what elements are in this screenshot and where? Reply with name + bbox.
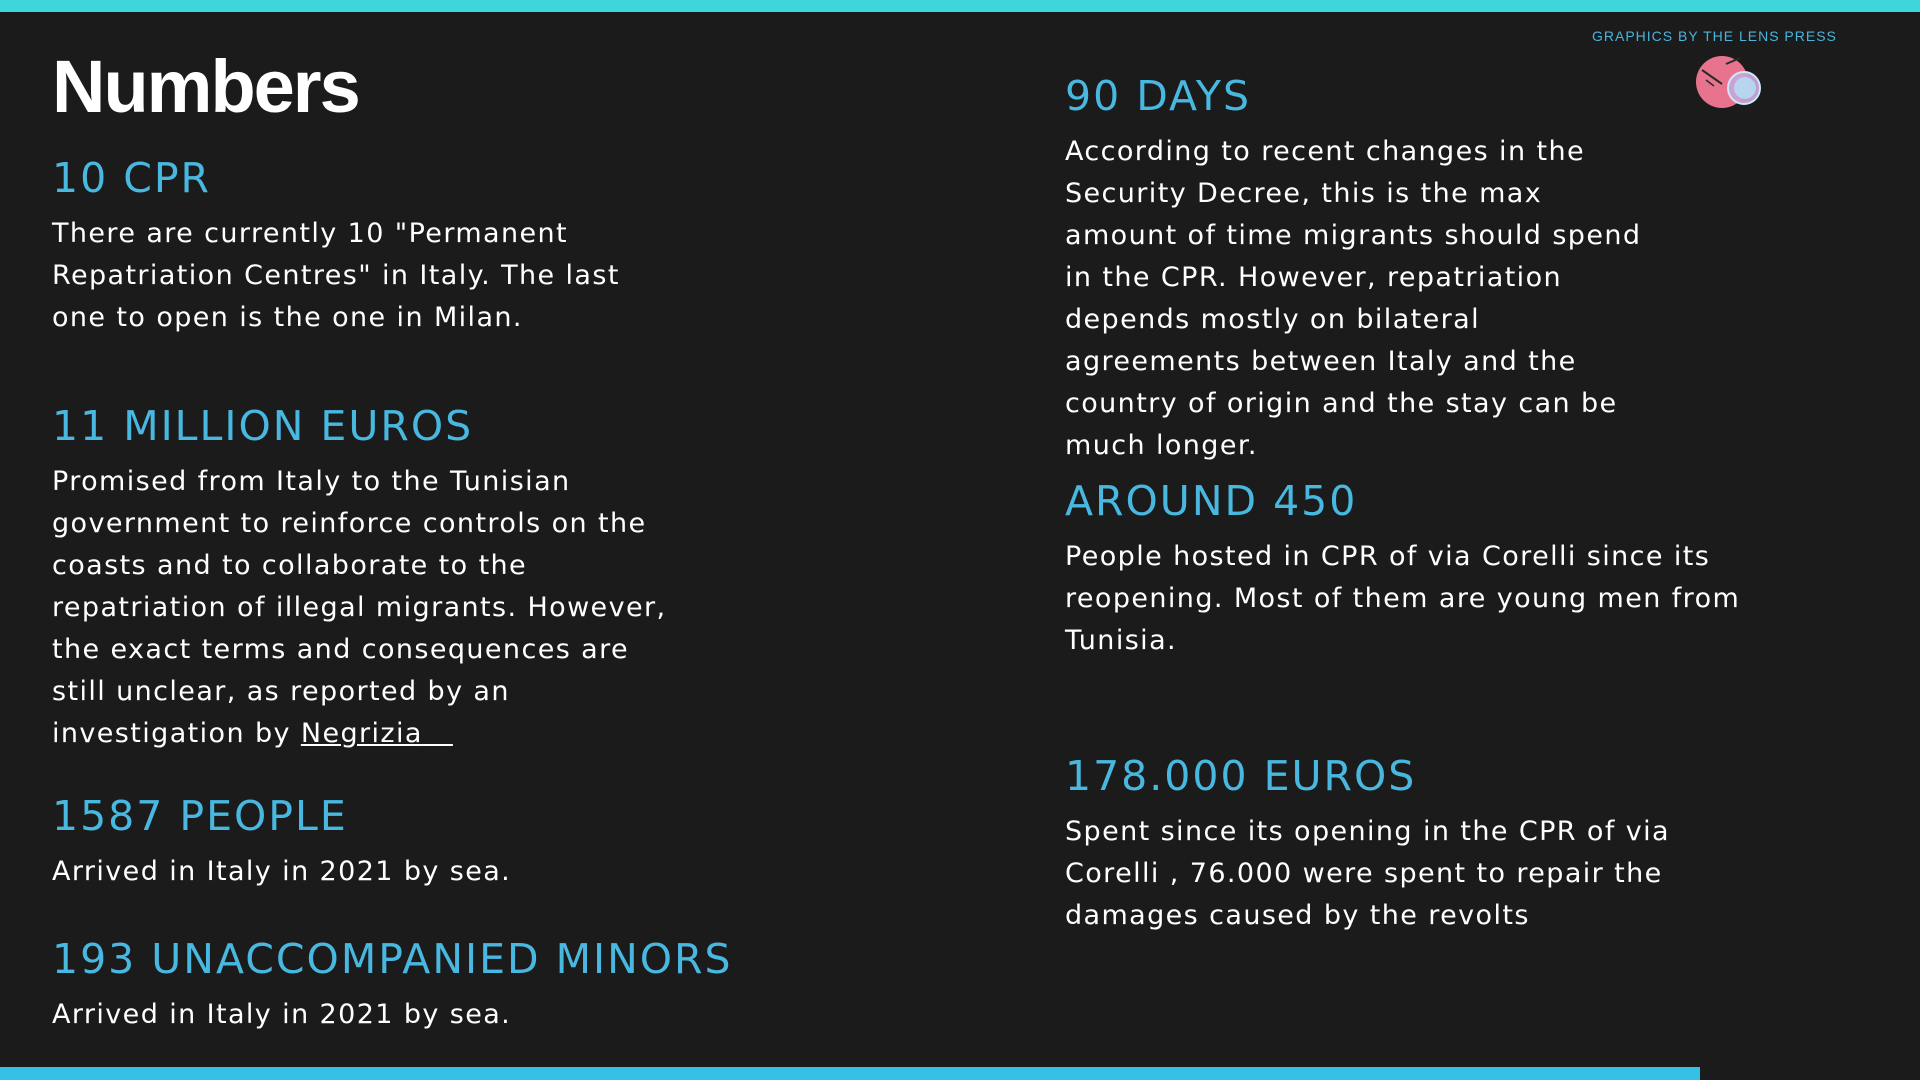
stat-description: People hosted in CPR of via Corelli since its reopening. Most of them are young men from Tunisia. [1065, 541, 1741, 657]
bottom-accent-bar [0, 1067, 1700, 1080]
stat-description: Arrived in Italy in 2021 by sea. [52, 856, 512, 888]
stat-description [52, 461, 672, 755]
stat-10-cpr [52, 154, 672, 339]
stat-11-million-euros [52, 402, 672, 755]
stat-heading: 90 DAYS [1065, 72, 1251, 120]
stat-1587-people [52, 792, 732, 893]
page-title: Numbers [52, 45, 359, 128]
stat-description: There are currently 10 "Permanent Repatriation Centres" in Italy. The last one to open is the one in Milan. [52, 218, 620, 334]
stat-heading: 1587 PEOPLE [52, 792, 348, 840]
stat-heading: 11 MILLION EUROS [52, 402, 474, 450]
stat-heading: 193 UNACCOMPANIED MINORS [52, 935, 733, 983]
credit-label: GRAPHICS BY THE LENS PRESS [1592, 28, 1837, 44]
the-lens-logo-icon [1692, 50, 1768, 116]
stat-description: Spent since its opening in the CPR of via Corelli , 76.000 were spent to repair the damages caused by the revolts [1065, 816, 1670, 932]
stat-heading: 178.000 EUROS [1065, 752, 1417, 800]
stat-heading: AROUND 450 [1065, 477, 1358, 525]
stat-178000-euros [1065, 752, 1765, 937]
stat-description-text: Promised from Italy to the Tunisian government to reinforce controls on the coasts and to collaborate to the repatriation of illegal migrants. However, the exact terms and consequences are still unclear, as reported by an investigation by [52, 466, 667, 750]
top-accent-bar [0, 0, 1920, 12]
stat-90-days [1065, 72, 1645, 467]
stat-around-450 [1065, 477, 1765, 662]
stat-description: Arrived in Italy in 2021 by sea. [52, 999, 512, 1031]
stat-description: According to recent changes in the Security Decree, this is the max amount of time migrants should spend in the CPR. However, repatriation depends mostly on bilateral agreements between Italy and the country of origin and the stay can be much longer. [1065, 136, 1642, 462]
negrizia-link[interactable]: Negrizia [300, 718, 423, 750]
stat-193-unaccompanied-minors [52, 935, 832, 1036]
stat-heading: 10 CPR [52, 154, 212, 202]
